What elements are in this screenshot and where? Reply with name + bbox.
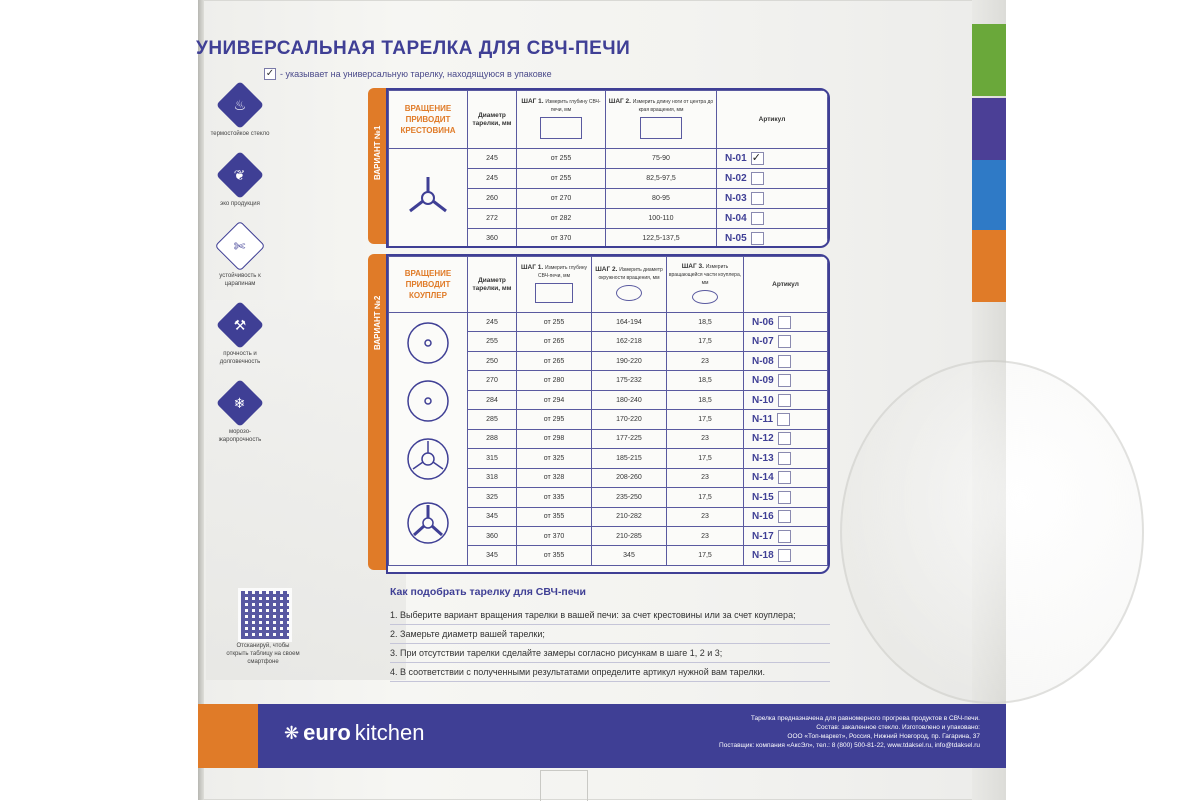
cell-step1: от 335 bbox=[517, 488, 592, 507]
col-step2: ШАГ 2. Измерить диаметр окружности вращения, мм bbox=[592, 257, 667, 313]
feature-label: эко продукция bbox=[220, 201, 260, 207]
article-checkbox bbox=[751, 212, 764, 225]
cell-step3: 17,5 bbox=[667, 449, 744, 468]
howto-title: Как подобрать тарелку для СВЧ-печи bbox=[390, 586, 586, 598]
cell-step2: 164-194 bbox=[592, 313, 667, 332]
howto-step: 2. Замерьте диаметр вашей тарелки; bbox=[390, 625, 830, 644]
cell-step2: 180-240 bbox=[592, 390, 667, 409]
footer-orange-block bbox=[198, 704, 258, 768]
cell-step1: от 265 bbox=[517, 332, 592, 351]
cell-step1: от 370 bbox=[517, 526, 592, 545]
brand-kitchen: kitchen bbox=[354, 720, 425, 745]
cell-step3: 18,5 bbox=[667, 371, 744, 390]
leaf-icon: ❦ bbox=[216, 151, 264, 199]
footer-line: Состав: закаленное стекло. Изготовлено и упаковано: bbox=[816, 724, 980, 731]
howto-section bbox=[390, 586, 830, 682]
cell-article: N-18 bbox=[744, 546, 828, 566]
table-row bbox=[389, 313, 828, 332]
article-checkbox bbox=[778, 471, 791, 484]
article-checkbox bbox=[751, 232, 764, 245]
article-checkbox bbox=[751, 172, 764, 185]
howto-step: 4. В соответствии с полученными результатами определите артикул нужной вам тарелки. bbox=[390, 663, 830, 682]
cell-article: N-04 bbox=[717, 209, 828, 229]
cell-step3: 18,5 bbox=[667, 313, 744, 332]
thermometer-icon: ♨ bbox=[216, 81, 264, 129]
col-step1: ШАГ 1. Измерить глубину СВЧ-печи, мм bbox=[517, 91, 606, 149]
orange-color-tab bbox=[972, 230, 1006, 302]
cell-article: N-05 bbox=[717, 229, 828, 249]
cell-article: N-02 bbox=[717, 169, 828, 189]
cell-step3: 17,5 bbox=[667, 332, 744, 351]
box-left-edge bbox=[198, 0, 204, 800]
cell-step2: 170-220 bbox=[592, 410, 667, 429]
col-step2: ШАГ 2. Измерить длину ноги от центра до края вращения, мм bbox=[606, 91, 717, 149]
cell-step2: 162-218 bbox=[592, 332, 667, 351]
cell-step3: 23 bbox=[667, 429, 744, 448]
col-diameter: Диаметр тарелки, мм bbox=[468, 257, 517, 313]
feature-label: устойчивость к царапинам bbox=[219, 273, 261, 287]
variant1-table bbox=[388, 90, 828, 248]
cell-diameter: 284 bbox=[468, 390, 517, 409]
cell-diameter: 260 bbox=[468, 189, 517, 209]
box-flap-tab bbox=[540, 770, 588, 801]
variant2-table-panel bbox=[386, 254, 830, 574]
cell-diameter: 250 bbox=[468, 351, 517, 370]
col-step3: ШАГ 3. Измерить вращающейся части коуплера, мм bbox=[667, 257, 744, 313]
cell-article: N-06 bbox=[744, 313, 828, 332]
cell-step1: от 255 bbox=[517, 169, 606, 189]
glass-plate-image bbox=[840, 360, 1144, 704]
cell-article: N-03 bbox=[717, 189, 828, 209]
feature-label: термостойкое стекло bbox=[210, 131, 270, 137]
blue-color-tab bbox=[972, 160, 1006, 232]
variant1-table-panel bbox=[386, 88, 830, 248]
cell-diameter: 288 bbox=[468, 429, 517, 448]
variant1-tab-label: ВАРИАНТ №1 bbox=[373, 125, 382, 180]
legend-note bbox=[264, 68, 552, 80]
cell-diameter: 345 bbox=[468, 507, 517, 526]
cell-step1: от 370 bbox=[517, 229, 606, 249]
footer-line: Тарелка предназначена для равномерного прогрева продуктов в СВЧ-печи. bbox=[750, 715, 980, 722]
cell-article: N-15 bbox=[744, 488, 828, 507]
cell-diameter: 245 bbox=[468, 313, 517, 332]
coupler-diagrams bbox=[389, 313, 468, 566]
cell-step2: 175-232 bbox=[592, 371, 667, 390]
knife-icon: ✄ bbox=[215, 221, 266, 272]
cell-step2: 208-260 bbox=[592, 468, 667, 487]
cell-diameter: 285 bbox=[468, 410, 517, 429]
cell-step3: 18,5 bbox=[667, 390, 744, 409]
howto-step: 1. Выберите вариант вращения тарелки в вашей печи: за счет крестовины или за счет коуплера; bbox=[390, 606, 830, 625]
cell-step1: от 328 bbox=[517, 468, 592, 487]
col-diameter: Диаметр тарелки, мм bbox=[468, 91, 517, 149]
variant1-header: ВРАЩЕНИЕ ПРИВОДИТ КРЕСТОВИНА bbox=[389, 91, 468, 149]
green-color-tab bbox=[972, 24, 1006, 96]
feature-item bbox=[210, 308, 270, 366]
cell-step2: 235-250 bbox=[592, 488, 667, 507]
cell-article: N-14 bbox=[744, 468, 828, 487]
footer-line: Поставщик: компания «АксЭл», тел.: 8 (800) 500-81-22, www.tdaksel.ru, info@tdaksel.ru bbox=[719, 742, 980, 749]
variant2-header: ВРАЩЕНИЕ ПРИВОДИТ КОУПЛЕР bbox=[389, 257, 468, 313]
cell-diameter: 318 bbox=[468, 468, 517, 487]
footer-info bbox=[680, 714, 980, 750]
article-checkbox bbox=[778, 549, 791, 562]
cell-step3: 17,5 bbox=[667, 410, 744, 429]
article-checkbox bbox=[778, 491, 791, 504]
qr-code bbox=[238, 588, 292, 642]
feature-item bbox=[210, 88, 270, 138]
cell-diameter: 360 bbox=[468, 526, 517, 545]
cell-step2: 75-90 bbox=[606, 149, 717, 169]
page-title: УНИВЕРСАЛЬНАЯ ТАРЕЛКА ДЛЯ СВЧ-ПЕЧИ bbox=[196, 38, 631, 59]
cell-step2: 345 bbox=[592, 546, 667, 566]
table-row bbox=[389, 149, 828, 169]
article-checkbox bbox=[777, 413, 790, 426]
cell-diameter: 360 bbox=[468, 229, 517, 249]
qr-label: Отсканируй, чтобы открыть таблицу на своем смартфоне bbox=[226, 643, 300, 665]
brand-mark-icon: ❋ bbox=[284, 722, 300, 743]
cell-diameter: 270 bbox=[468, 371, 517, 390]
cell-step1: от 255 bbox=[517, 313, 592, 332]
cell-diameter: 345 bbox=[468, 546, 517, 566]
crosspiece-diagram bbox=[389, 149, 468, 249]
article-checkbox bbox=[778, 316, 791, 329]
cell-step2: 210-285 bbox=[592, 526, 667, 545]
col-article: Артикул bbox=[717, 91, 828, 149]
feature-label: прочность и долговечность bbox=[219, 351, 261, 365]
cell-step1: от 298 bbox=[517, 429, 592, 448]
cell-step1: от 282 bbox=[517, 209, 606, 229]
article-checkbox bbox=[778, 335, 791, 348]
cell-step3: 17,5 bbox=[667, 546, 744, 566]
cell-step2: 100-110 bbox=[606, 209, 717, 229]
cell-article: N-09 bbox=[744, 371, 828, 390]
cell-step1: от 294 bbox=[517, 390, 592, 409]
cell-diameter: 255 bbox=[468, 332, 517, 351]
feature-item bbox=[210, 386, 270, 444]
cell-diameter: 245 bbox=[468, 149, 517, 169]
cell-article: N-01 ✓ bbox=[717, 149, 828, 169]
cell-step1: от 255 bbox=[517, 149, 606, 169]
feature-list bbox=[210, 88, 270, 464]
article-checkbox bbox=[778, 510, 791, 523]
cell-step3: 23 bbox=[667, 526, 744, 545]
cell-diameter: 315 bbox=[468, 449, 517, 468]
article-checkbox bbox=[778, 452, 791, 465]
cell-diameter: 245 bbox=[468, 169, 517, 189]
cell-step2: 82,5-97,5 bbox=[606, 169, 717, 189]
brand-logo bbox=[284, 720, 425, 746]
cell-article: N-08 bbox=[744, 351, 828, 370]
cell-step2: 122,5-137,5 bbox=[606, 229, 717, 249]
cell-article: N-12 bbox=[744, 429, 828, 448]
brand-euro: euro bbox=[303, 720, 351, 745]
cell-step1: от 355 bbox=[517, 546, 592, 566]
article-checkbox bbox=[778, 374, 791, 387]
cell-step2: 177-225 bbox=[592, 429, 667, 448]
variant2-tab-label: ВАРИАНТ №2 bbox=[373, 295, 382, 350]
feature-item bbox=[210, 158, 270, 208]
cell-step3: 17,5 bbox=[667, 488, 744, 507]
article-checkbox bbox=[751, 192, 764, 205]
howto-step: 3. При отсутствии тарелки сделайте замеры согласно рисункам в шаге 1, 2 и 3; bbox=[390, 644, 830, 663]
legend-text: - указывает на универсальную тарелку, находящуюся в упаковке bbox=[280, 69, 552, 79]
cell-step2: 80-95 bbox=[606, 189, 717, 209]
cell-step1: от 265 bbox=[517, 351, 592, 370]
snowflake-sun-icon: ❄ bbox=[216, 379, 264, 427]
cell-diameter: 325 bbox=[468, 488, 517, 507]
cell-article: N-16 bbox=[744, 507, 828, 526]
cell-step1: от 270 bbox=[517, 189, 606, 209]
article-checkbox bbox=[778, 530, 791, 543]
article-checkbox: ✓ bbox=[751, 152, 764, 165]
cell-step2: 210-282 bbox=[592, 507, 667, 526]
cell-step1: от 280 bbox=[517, 371, 592, 390]
cell-article: N-11 bbox=[744, 410, 828, 429]
cell-article: N-10 bbox=[744, 390, 828, 409]
variant2-table bbox=[388, 256, 828, 566]
article-checkbox bbox=[778, 394, 791, 407]
cell-step2: 185-215 bbox=[592, 449, 667, 468]
cell-step1: от 355 bbox=[517, 507, 592, 526]
cell-step1: от 295 bbox=[517, 410, 592, 429]
col-article: Артикул bbox=[744, 257, 828, 313]
cell-step3: 23 bbox=[667, 507, 744, 526]
footer-line: ООО «Топ-маркет», Россия, Нижний Новгород, пр. Гагарина, 37 bbox=[787, 733, 980, 740]
article-checkbox bbox=[778, 355, 791, 368]
feature-item bbox=[210, 228, 270, 288]
cell-step1: от 325 bbox=[517, 449, 592, 468]
cell-step2: 190-220 bbox=[592, 351, 667, 370]
hammer-icon: ⚒ bbox=[216, 301, 264, 349]
col-step1: ШАГ 1. Измерить глубину СВЧ-печи, мм bbox=[517, 257, 592, 313]
cell-step3: 23 bbox=[667, 351, 744, 370]
article-checkbox bbox=[778, 432, 791, 445]
cell-step3: 23 bbox=[667, 468, 744, 487]
cell-diameter: 272 bbox=[468, 209, 517, 229]
cell-article: N-07 bbox=[744, 332, 828, 351]
cell-article: N-17 bbox=[744, 526, 828, 545]
checkmark-icon: ✓ bbox=[265, 68, 275, 79]
cell-article: N-13 bbox=[744, 449, 828, 468]
feature-label: морозо- жаропрочность bbox=[218, 429, 262, 443]
